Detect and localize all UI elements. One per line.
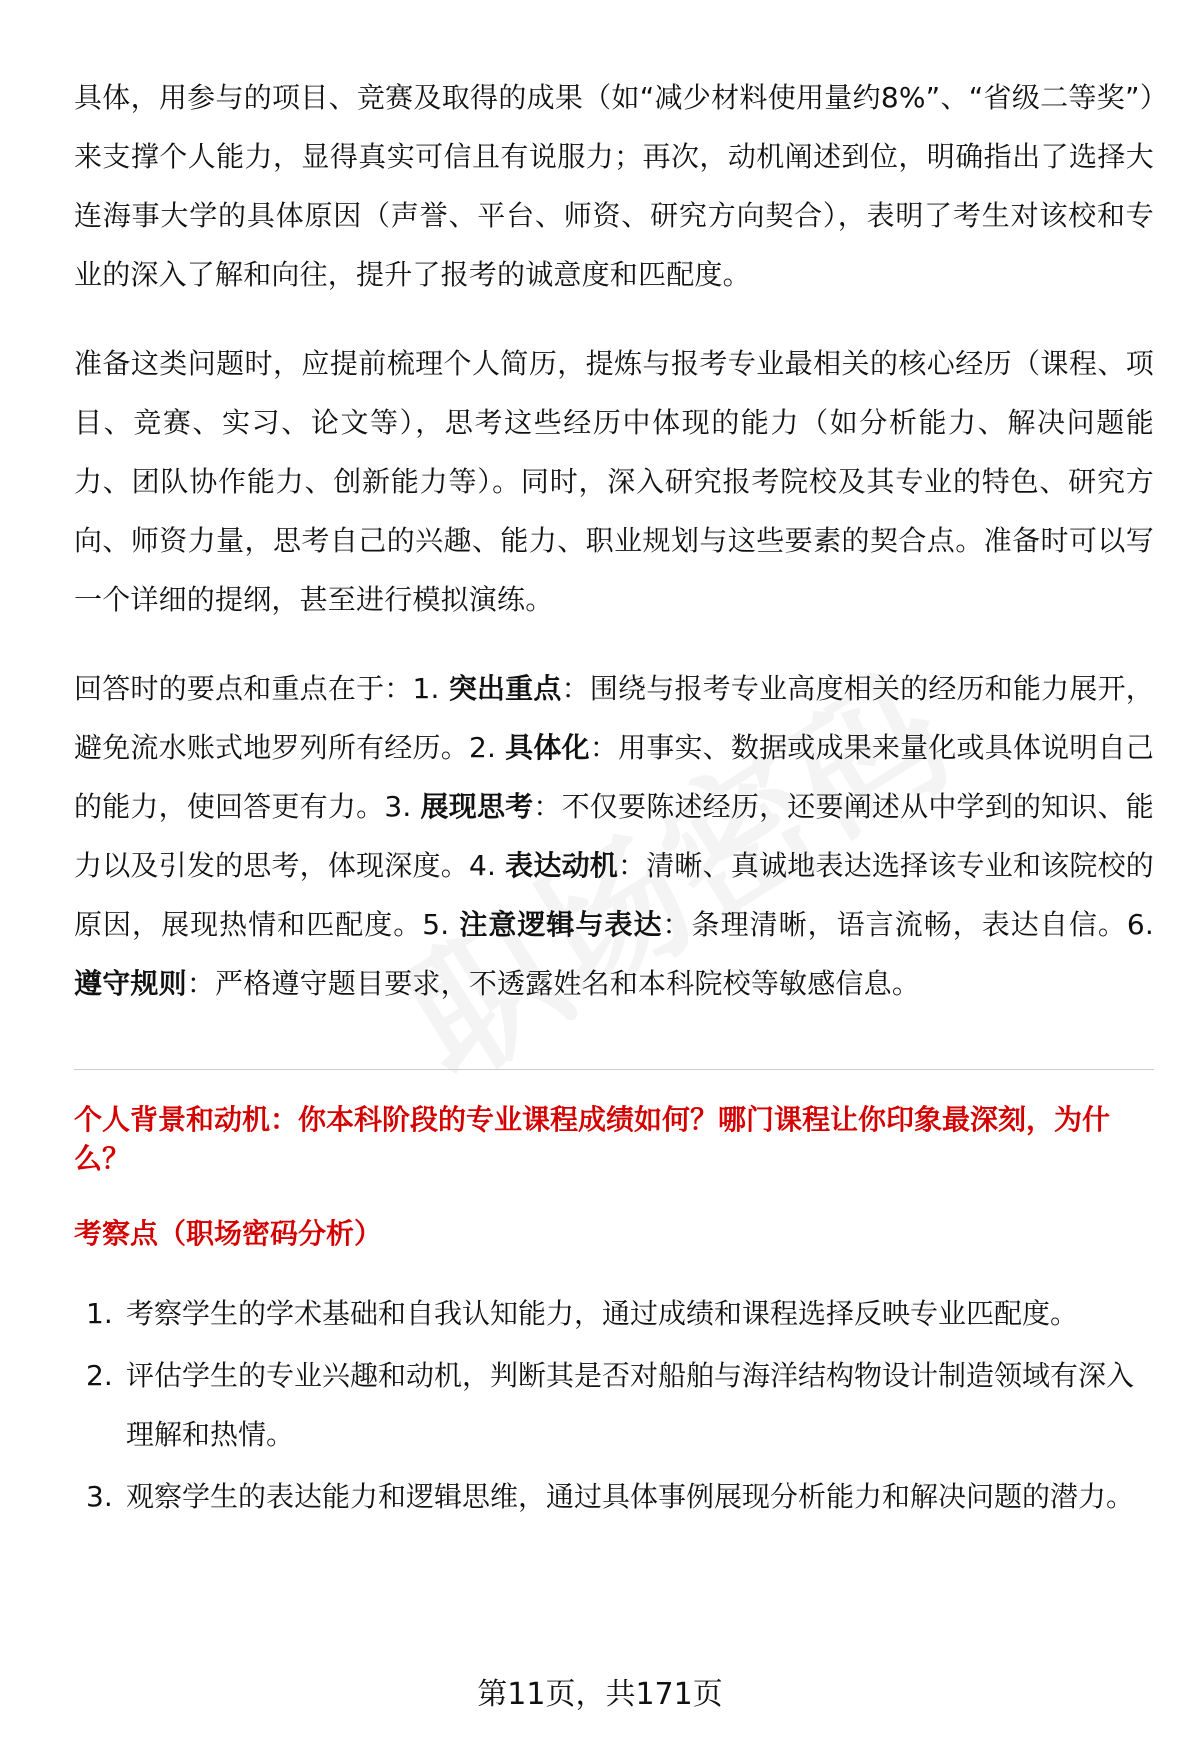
key-point-3: 3. 展现思考：不仅要陈述经历，还要阐述从中学到的知识、能力以及引发的思考，体现深度。 — [74, 790, 1154, 882]
key-point-4: 4. 表达动机：清晰、真诚地表达选择该专业和该院校的原因，展现热情和匹配度。 — [74, 849, 1154, 941]
key-point-1: 1. 突出重点：围绕与报考专业高度相关的经历和能力展开，避免流水账式地罗列所有经历。 — [74, 672, 1155, 764]
paragraph-preparation: 准备这类问题时，应提前梳理个人简历，提炼与报考专业最相关的核心经历（课程、项目、竞赛、实习、论文等），思考这些经历中体现的能力（如分析能力、解决问题能力、团队协作能力、创新能力等）。同时，深入研究报考院校及其专业的特色、研究方向、师资力量，思考自己的兴趣、能力、职业规划与这些要素的契合点。准备时可以写一个详细的提纲，甚至进行模拟演练。 — [74, 347, 1154, 616]
list-item-text: 考察学生的学术基础和自我认知能力，通过成绩和课程选择反映专业匹配度。 — [126, 1297, 1079, 1330]
key-points-intro: 回答时的要点和重点在于： — [74, 672, 413, 705]
question-heading: 个人背景和动机：你本科阶段的专业课程成绩如何？哪门课程让你印象最深刻，为什么？ — [74, 1103, 1111, 1175]
list-item-number: 1. — [86, 1297, 113, 1330]
list-item-text: 评估学生的专业兴趣和动机，判断其是否对船舶与海洋结构物设计制造领域有深入理解和热情。 — [126, 1359, 1135, 1451]
page-footer: 第11页，共171页 — [477, 1677, 723, 1712]
key-point-2: 2. 具体化：用事实、数据或成果来量化或具体说明自己的能力，使回答更有力。 — [74, 731, 1154, 823]
list-item-number: 2. — [86, 1359, 113, 1392]
list-item — [74, 1467, 1154, 1526]
document-page — [74, 68, 1154, 1529]
list-item-text: 观察学生的表达能力和逻辑思维，通过具体事例展现分析能力和解决问题的潜力。 — [126, 1480, 1135, 1513]
list-item — [74, 1284, 1154, 1343]
analysis-points-list — [74, 1284, 1154, 1526]
list-item-number: 3. — [86, 1480, 113, 1513]
key-point-5: 5. 注意逻辑与表达：条理清晰，语言流畅，表达自信。 — [422, 908, 1127, 941]
key-point-6: 6. 遵守规则：严格遵守题目要求，不透露姓名和本科院校等敏感信息。 — [74, 908, 1155, 1000]
section-divider — [74, 1069, 1154, 1070]
analysis-section-title: 考察点（职场密码分析） — [74, 1217, 383, 1250]
list-item — [74, 1346, 1154, 1464]
paragraph-key-points — [74, 659, 1154, 1013]
paragraph-evaluation: 具体，用参与的项目、竞赛及取得的成果（如“减少材料使用量约8%”、“省级二等奖”）来支撑个人能力，显得真实可信且有说服力；再次，动机阐述到位，明确指出了选择大连海事大学的具体原因（声誉、平台、师资、研究方向契合），表明了考生对该校和专业的深入了解和向往，提升了报考的诚意度和匹配度。 — [74, 81, 1154, 291]
